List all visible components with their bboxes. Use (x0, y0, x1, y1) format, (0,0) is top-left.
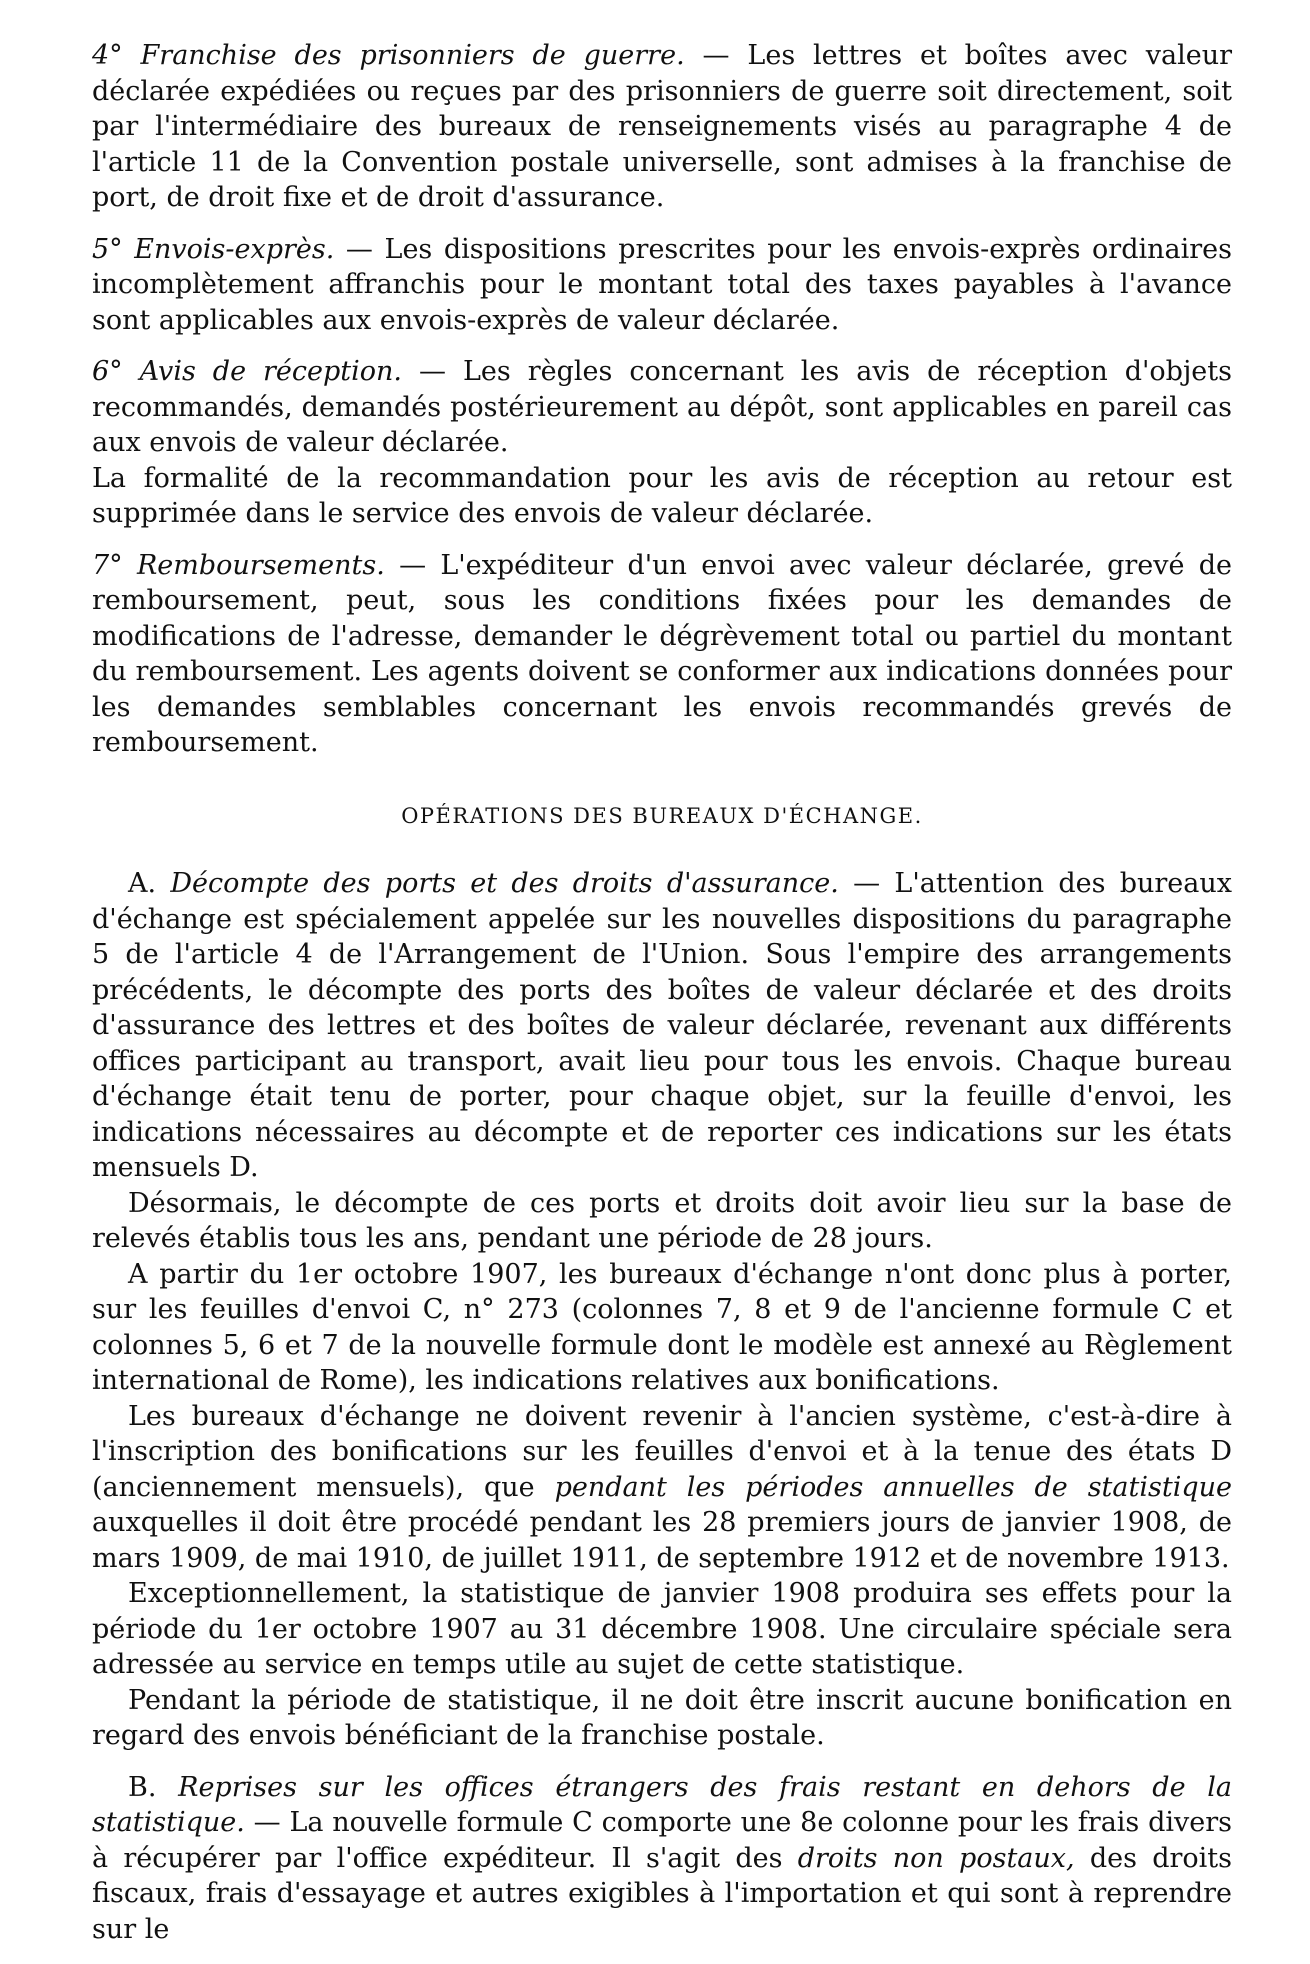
section-a-paragraph-6: Pendant la période de statistique, il ne doit être inscrit aucune bonification en regard des envois bénéficiant de la franchise postale. (92, 1684, 1232, 1751)
section-heading: OPÉRATIONS DES BUREAUX D'ÉCHANGE. (401, 803, 923, 828)
paragraph-6-text: — Les règles concernant les avis de réception d'objets recommandés, demandés postérieurement au dépôt, sont applicables en pareil cas aux envois de valeur déclarée. (92, 356, 1232, 458)
paragraph-5-label: 5° Envois-exprès. (92, 233, 335, 265)
paragraph-6 (92, 354, 1232, 461)
paragraph-5 (92, 232, 1232, 339)
document-page (92, 38, 1232, 1947)
paragraph-7-text: — L'expéditeur d'un envoi avec valeur déclarée, grevé de remboursement, peut, sous les conditions fixées pour les demandes de modifications de l'adresse, demander le dégrèvement total ou partiel du montant du remboursement. Les agents doivent se conformer aux indications données pour les demandes semblables concernant les envois recommandés grevés de remboursement. (92, 549, 1232, 758)
paragraph-7 (92, 548, 1232, 761)
section-a-text: — L'attention des bureaux d'échange est spécialement appelée sur les nouvelles dispositions du paragraphe 5 de l'article 4 de l'Arrangement de l'Union. Sous l'empire des arrangements précédents, le décompte des ports des boîtes de valeur déclarée et des droits d'assurance des lettres et des boîtes de valeur déclarée, revenant aux différents offices participant au transport, avait lieu pour tous les envois. Chaque bureau d'échange était tenu de porter, pour chaque objet, sur la feuille d'envoi, les indications nécessaires au décompte et de reporter ces indications sur les états mensuels D. (92, 868, 1232, 1183)
section-a-label: Décompte des ports et des droits d'assurance. (170, 868, 839, 899)
paragraph-4-label: 4° Franchise des prisonniers de guerre. (92, 40, 685, 71)
section-a-paragraph-5: Exceptionnellement, la statistique de janvier 1908 produira ses effets pour la période du 1er octobre 1907 au 31 décembre 1908. Une circulaire spéciale sera adressée au service en temps utile au sujet de cette statistique. (92, 1578, 1232, 1680)
section-b-label: Reprises sur les offices étrangers des frais restant en dehors de la statistique. (92, 1771, 1232, 1838)
section-a-paragraph-2: Désormais, le décompte de ces ports et droits doit avoir lieu sur la base de relevés établis tous les ans, pendant une période de 28 jours. (92, 1187, 1232, 1254)
section-b-text-after: des droits fiscaux, frais d'essayage et autres exigibles à l'importation et qui sont à reprendre sur le (92, 1842, 1232, 1945)
section-b-text-before: — La nouvelle formule C comporte une 8e colonne pour les frais divers à récupérer par l'office expéditeur. Il s'agit des (92, 1807, 1232, 1874)
section-a-paragraph-3: A partir du 1er octobre 1907, les bureaux d'échange n'ont donc plus à porter, sur les feuilles d'envoi C, n° 273 (colonnes 7, 8 et 9 de l'ancienne formule C et colonnes 5, 6 et 7 de la nouvelle formule dont le modèle est annexé au Règlement international de Rome), les indications relatives aux bonifications. (92, 1258, 1232, 1396)
section-b-paragraph (92, 1770, 1232, 1948)
paragraph-7-label: 7° Remboursements. (92, 549, 385, 581)
section-a-prefix: A. (128, 868, 171, 899)
section-b-prefix: B. (128, 1771, 179, 1803)
section-a-paragraph-4 (92, 1399, 1232, 1577)
section-a-p4-italic: pendant les périodes annuelles de statistique (554, 1471, 1232, 1503)
paragraph-4 (92, 38, 1232, 216)
section-a-p4-before: Les bureaux d'échange ne doivent revenir à l'ancien système, c'est-à-dire à l'inscription des bonifications sur les feuilles d'envoi et à la tenue des états D (anciennement mensuels), que (92, 1400, 1232, 1503)
section-b-italic: droits non postaux, (797, 1842, 1075, 1874)
paragraph-6-label: 6° Avis de réception. (92, 356, 403, 387)
paragraph-4-text: — Les lettres et boîtes avec valeur déclarée expédiées ou reçues par des prisonniers de guerre soit directement, soit par l'intermédiaire des bureaux de renseignements visés au paragraphe 4 de l'article 11 de la Convention postale universelle, sont admises à la franchise de port, de droit fixe et de droit d'assurance. (92, 40, 1232, 213)
section-a-p4-after: auxquelles il doit être procédé pendant les 28 premiers jours de janvier 1908, de mars 1909, de mai 1910, de juillet 1911, de septembre 1912 et de novembre 1913. (92, 1507, 1232, 1574)
paragraph-5-text: — Les dispositions prescrites pour les envois-exprès ordinaires incomplètement affranchis pour le montant total des taxes payables à l'avance sont applicables aux envois-exprès de valeur déclarée. (92, 233, 1232, 336)
paragraph-6-continuation: La formalité de la recommandation pour les avis de réception au retour est supprimée dans le service des envois de valeur déclarée. (92, 462, 1232, 529)
section-a-paragraph-1 (92, 866, 1232, 1186)
